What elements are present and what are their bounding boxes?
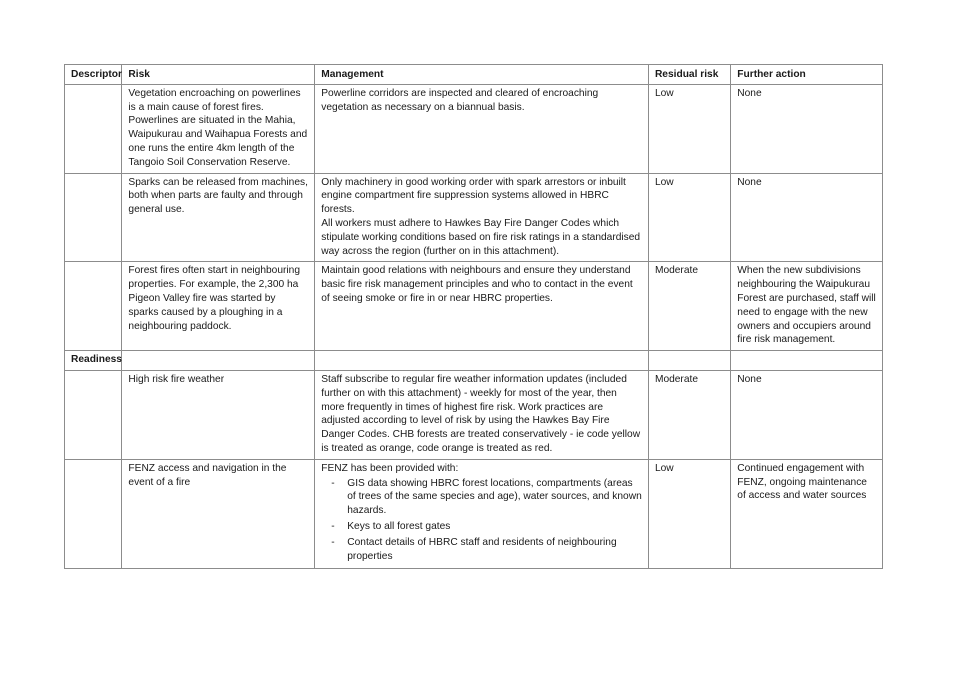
management-cell [315, 459, 649, 569]
table-row [65, 173, 883, 262]
management-bullet-list [321, 477, 642, 564]
fire-risk-table [64, 64, 883, 569]
descriptor-cell [65, 370, 122, 459]
table-row [65, 262, 883, 351]
risk-cell: Sparks can be released from machines, both when parts are faulty and through general use. [122, 173, 315, 262]
header-management: Management [315, 65, 649, 85]
residual-risk-cell: Moderate [648, 370, 730, 459]
risk-cell: Vegetation encroaching on powerlines is a main cause of forest fires. Powerlines are situated in the Mahia, Waipukurau and Waihapua Forests and one runs the entire 4km length of the Tangoio Soil Conservation Reserve. [122, 84, 315, 173]
table-row [65, 370, 883, 459]
table-row [65, 84, 883, 173]
descriptor-cell [65, 262, 122, 351]
further-action-cell: Continued engagement with FENZ, ongoing maintenance of access and water sources [731, 459, 883, 569]
header-risk: Risk [122, 65, 315, 85]
further-action-cell: None [731, 84, 883, 173]
management-cell [315, 370, 649, 459]
table-header-row [65, 65, 883, 85]
risk-cell: FENZ access and navigation in the event of a fire [122, 459, 315, 569]
further-action-cell: None [731, 370, 883, 459]
descriptor-cell [65, 459, 122, 569]
management-cell [315, 84, 649, 173]
management-paragraph: Maintain good relations with neighbours and ensure they understand basic fire risk management principles and who to contact in the event of seeing smoke or fire in or near HBRC properties. [321, 265, 633, 304]
residual-risk-cell: Low [648, 84, 730, 173]
further-action-cell: None [731, 173, 883, 262]
risk-cell: High risk fire weather [122, 370, 315, 459]
header-descriptor: Descriptor [65, 65, 122, 85]
section-label: Readiness [65, 351, 122, 371]
residual-risk-cell: Low [648, 459, 730, 569]
section-row-readiness [65, 351, 883, 371]
management-cell [315, 262, 649, 351]
management-paragraph: Only machinery in good working order with spark arrestors or inbuilt engine compartment fire suppression systems allowed in HBRC forests. [321, 176, 626, 216]
further-action-cell: When the new subdivisions neighbouring the Waipukurau Forest are purchased, staff will need to engage with the new owners and occupiers around fire risk management. [731, 262, 883, 351]
residual-risk-cell: Low [648, 173, 730, 262]
header-further-action: Further action [731, 65, 883, 85]
descriptor-cell [65, 173, 122, 262]
management-paragraph: Powerline corridors are inspected and cleared of encroaching vegetation as necessary on a biannual basis. [321, 87, 599, 113]
management-paragraph: All workers must adhere to Hawkes Bay Fire Danger Codes which stipulate working conditions based on fire risk ratings in a standardised way across the region (further on in this attachment). [321, 217, 641, 257]
management-cell [315, 173, 649, 262]
risk-cell: Forest fires often start in neighbouring properties. For example, the 2,300 ha Pigeon Valley fire was started by sparks caused by a ploughing in a neighbouring paddock. [122, 262, 315, 351]
management-bullet: - Keys to all forest gates [347, 520, 642, 534]
management-paragraph: Staff subscribe to regular fire weather information updates (included further on with this attachment) - weekly for most of the year, then more frequently in times of highest fire risk. Work practices are adjusted according to level of risk by using the Hawkes Bay Fire Danger Codes. CHB forests are treated conservatively - ie code yellow is treated as orange, code orange is treated as red. [321, 373, 641, 454]
descriptor-cell [65, 84, 122, 173]
management-bullet: - GIS data showing HBRC forest locations, compartments (areas of trees of the same species and age), water sources, and known hazards. [347, 477, 642, 518]
header-residual-risk: Residual risk [648, 65, 730, 85]
residual-risk-cell: Moderate [648, 262, 730, 351]
table-row [65, 459, 883, 569]
management-bullet: - Contact details of HBRC staff and residents of neighbouring properties [347, 536, 642, 564]
management-intro: FENZ has been provided with: [321, 462, 459, 474]
